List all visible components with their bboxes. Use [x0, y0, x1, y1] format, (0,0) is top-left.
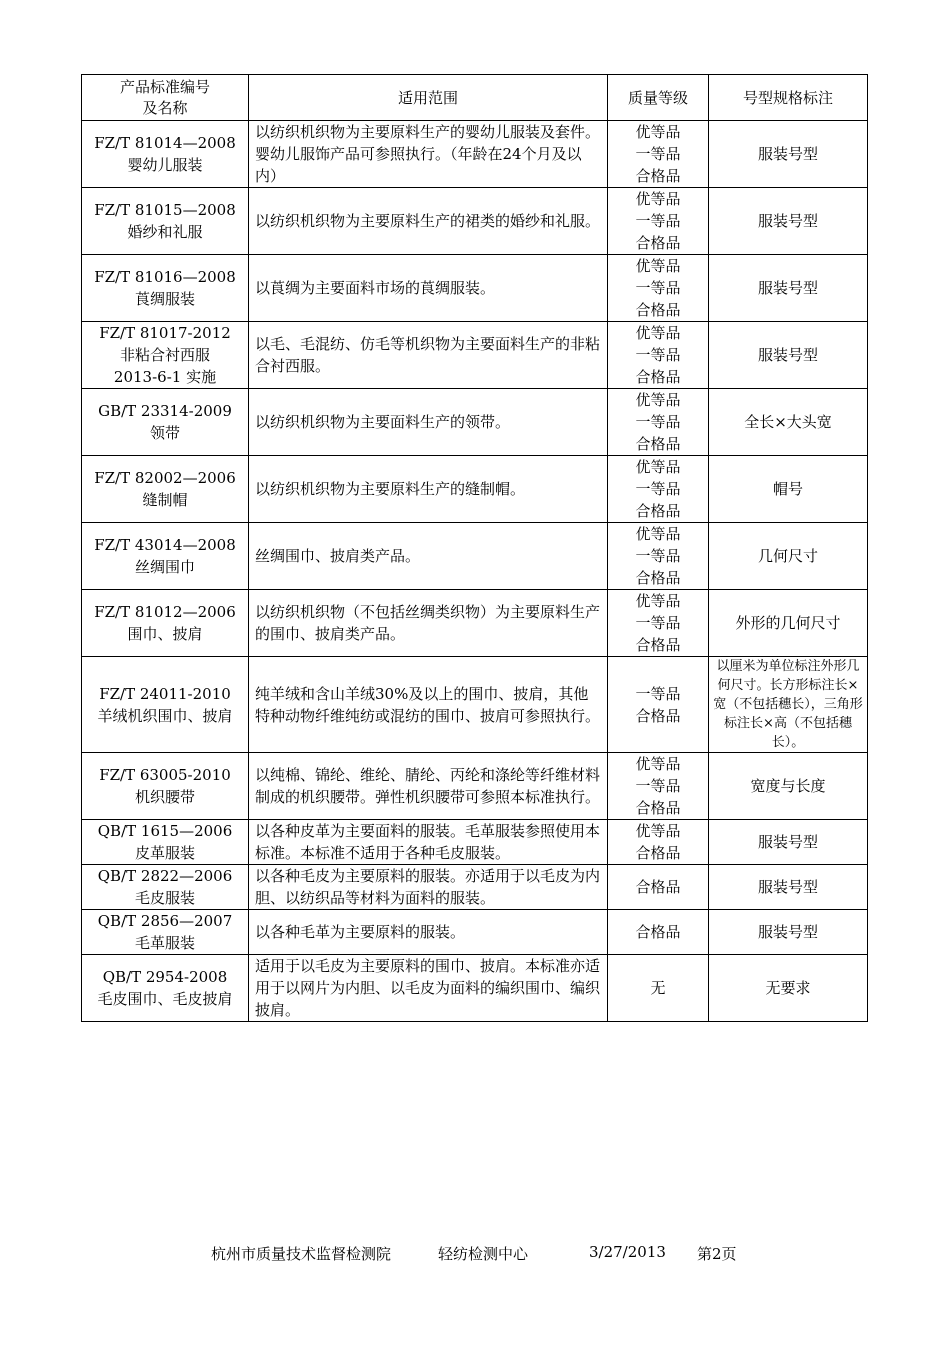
grade-cell — [608, 188, 709, 255]
size-spec-cell: 几何尺寸 — [709, 523, 868, 590]
table-row — [82, 657, 868, 753]
quality-grade: 合格品 — [635, 435, 681, 453]
standard-code: GB/T 23314-2009 — [98, 402, 232, 420]
quality-grade: 一等品 — [635, 413, 681, 431]
quality-grade: 一等品 — [635, 346, 681, 364]
quality-grade: 一等品 — [635, 279, 681, 297]
grade-cell — [608, 389, 709, 456]
table-row — [82, 910, 868, 955]
size-spec-cell: 外形的几何尺寸 — [709, 590, 868, 657]
standard-code-cell — [82, 456, 249, 523]
table-row — [82, 753, 868, 820]
quality-grade: 一等品 — [635, 547, 681, 565]
standard-code: FZ/T 24011-2010 — [99, 684, 231, 703]
table-row — [82, 865, 868, 910]
table-row — [82, 389, 868, 456]
scope-cell: 以各种毛革为主要原料的服装。 — [249, 910, 608, 955]
size-spec-cell: 宽度与长度 — [709, 753, 868, 820]
scope-cell: 以各种皮革为主要面料的服装。毛革服装参照使用本标准。本标准不适用于各种毛皮服装。 — [249, 820, 608, 865]
scope-cell: 以纺织机织物为主要原料生产的缝制帽。 — [249, 456, 608, 523]
standard-code-cell — [82, 820, 249, 865]
standard-name: 莨绸服装 — [134, 290, 195, 308]
scope-cell: 以纺织机织物为主要面料生产的领带。 — [249, 389, 608, 456]
quality-grade: 优等品 — [635, 123, 681, 141]
standard-code-cell — [82, 753, 249, 820]
size-spec-cell: 以厘米为单位标注外形几何尺寸。长方形标注长×宽（不包括穗长），三角形标注长×高（不包括穗长）。 — [709, 657, 868, 753]
standard-name: 领带 — [149, 424, 180, 442]
standard-code: FZ/T 81014—2008 — [94, 134, 236, 152]
quality-grade: 优等品 — [635, 592, 681, 610]
table-row — [82, 456, 868, 523]
standard-name: 缝制帽 — [142, 491, 188, 509]
grade-cell — [608, 955, 709, 1022]
size-spec-cell: 全长×大头宽 — [709, 389, 868, 456]
table-row — [82, 121, 868, 188]
size-spec-cell: 帽号 — [709, 456, 868, 523]
quality-grade: 合格品 — [635, 923, 681, 941]
quality-grade: 优等品 — [635, 525, 681, 543]
quality-grade: 一等品 — [635, 145, 681, 163]
size-spec-cell: 服装号型 — [709, 255, 868, 322]
standard-code: QB/T 1615—2006 — [97, 822, 233, 840]
standard-code: FZ/T 82002—2006 — [94, 469, 236, 487]
standard-code-cell — [82, 657, 249, 753]
standard-code: FZ/T 81016—2008 — [94, 268, 236, 286]
quality-grade: 优等品 — [635, 458, 681, 476]
scope-cell: 以纺织机织物为主要原料生产的裙类的婚纱和礼服。 — [249, 188, 608, 255]
quality-grade: 合格品 — [635, 234, 681, 252]
quality-grade: 一等品 — [635, 212, 681, 230]
quality-grade: 合格品 — [635, 799, 681, 817]
quality-grade: 合格品 — [635, 301, 681, 319]
standard-name: 婚纱和礼服 — [127, 223, 203, 241]
grade-cell — [608, 121, 709, 188]
standard-name: 毛皮服装 — [134, 889, 195, 907]
standard-name: 围巾、披肩 — [127, 625, 203, 643]
standard-name: 机织腰带 — [134, 788, 195, 806]
scope-cell: 以纺织机织物为主要原料生产的婴幼儿服装及套件。婴幼儿服饰产品可参照执行。（年龄在24个月及以内） — [249, 121, 608, 188]
grade-cell — [608, 753, 709, 820]
table-row — [82, 590, 868, 657]
table-row — [82, 188, 868, 255]
scope-cell: 以纺织机织物（不包括丝绸类织物）为主要原料生产的围巾、披肩类产品。 — [249, 590, 608, 657]
standard-name: 毛皮围巾、毛皮披肩 — [97, 990, 233, 1008]
standard-code-cell — [82, 910, 249, 955]
standard-code: FZ/T 81012—2006 — [94, 603, 236, 621]
footer-org: 杭州市质量技术监督检测院 — [211, 1245, 392, 1263]
header-grade: 质量等级 — [608, 75, 709, 121]
standard-code: FZ/T 43014—2008 — [94, 536, 236, 554]
grade-cell — [608, 255, 709, 322]
standards-table — [81, 74, 868, 1022]
quality-grade: 优等品 — [635, 755, 681, 773]
table-row — [82, 820, 868, 865]
standard-name: 2013-6-1 实施 — [113, 368, 217, 386]
header-scope: 适用范围 — [249, 75, 608, 121]
quality-grade: 合格品 — [635, 878, 681, 896]
standard-code-cell — [82, 523, 249, 590]
standard-code-cell — [82, 865, 249, 910]
quality-grade: 无 — [650, 979, 666, 997]
scope-cell: 丝绸围巾、披肩类产品。 — [249, 523, 608, 590]
grade-cell — [608, 322, 709, 389]
size-spec-cell: 服装号型 — [709, 322, 868, 389]
header-code — [82, 75, 249, 121]
quality-grade: 优等品 — [635, 391, 681, 409]
size-spec-cell: 服装号型 — [709, 121, 868, 188]
scope-cell: 纯羊绒和含山羊绒30%及以上的围巾、披肩，其他特种动物纤维纯纺或混纺的围巾、披肩可参照执行。 — [249, 657, 608, 753]
table-row — [82, 955, 868, 1022]
grade-cell — [608, 590, 709, 657]
header-row — [82, 75, 868, 121]
quality-grade: 一等品 — [635, 777, 681, 795]
size-spec-cell: 服装号型 — [709, 820, 868, 865]
standard-code: QB/T 2856—2007 — [97, 912, 233, 930]
table-body — [82, 121, 868, 1022]
header-size: 号型规格标注 — [709, 75, 868, 121]
standard-name: 羊绒机织围巾、披肩 — [97, 706, 233, 725]
standard-name: 毛革服装 — [134, 934, 195, 952]
footer-page: 第2页 — [697, 1245, 737, 1263]
quality-grade: 合格品 — [635, 706, 681, 725]
grade-cell — [608, 523, 709, 590]
standard-name: 婴幼儿服装 — [127, 156, 203, 174]
quality-grade: 一等品 — [635, 614, 681, 632]
quality-grade: 优等品 — [635, 324, 681, 342]
quality-grade: 一等品 — [635, 480, 681, 498]
footer-date: 3/27/2013 — [589, 1243, 666, 1261]
header-code-line1: 产品标准编号 — [119, 77, 210, 96]
quality-grade: 合格品 — [635, 569, 681, 587]
size-spec-cell: 无要求 — [709, 955, 868, 1022]
standard-code-cell — [82, 188, 249, 255]
scope-cell: 以莨绸为主要面料市场的莨绸服装。 — [249, 255, 608, 322]
standard-code-cell — [82, 955, 249, 1022]
quality-grade: 合格品 — [635, 167, 681, 185]
scope-cell: 以纯棉、锦纶、维纶、腈纶、丙纶和涤纶等纤维材料制成的机织腰带。弹性机织腰带可参照本标准执行。 — [249, 753, 608, 820]
size-spec-cell: 服装号型 — [709, 910, 868, 955]
standard-name: 丝绸围巾 — [134, 558, 195, 576]
standard-code: FZ/T 81017-2012 — [99, 324, 231, 342]
grade-cell — [608, 910, 709, 955]
quality-grade: 合格品 — [635, 636, 681, 654]
size-spec-cell: 服装号型 — [709, 865, 868, 910]
standard-code-cell — [82, 322, 249, 389]
quality-grade: 合格品 — [635, 502, 681, 520]
table-row — [82, 255, 868, 322]
standard-code-cell — [82, 590, 249, 657]
quality-grade: 一等品 — [635, 684, 681, 703]
quality-grade: 合格品 — [635, 368, 681, 386]
table-row — [82, 523, 868, 590]
grade-cell — [608, 657, 709, 753]
quality-grade: 优等品 — [635, 822, 681, 840]
standard-code: FZ/T 81015—2008 — [94, 201, 236, 219]
standard-name: 皮革服装 — [134, 844, 195, 862]
standard-code: QB/T 2954-2008 — [102, 968, 228, 986]
scope-cell: 适用于以毛皮为主要原料的围巾、披肩。本标准亦适用于以网片为内胆、以毛皮为面料的编织围巾、编织披肩。 — [249, 955, 608, 1022]
standard-code-cell — [82, 389, 249, 456]
standard-code-cell — [82, 255, 249, 322]
header-code-line2: 及名称 — [142, 98, 188, 117]
standard-code: QB/T 2822—2006 — [97, 867, 233, 885]
quality-grade: 合格品 — [635, 844, 681, 862]
quality-grade: 优等品 — [635, 257, 681, 275]
scope-cell: 以各种毛皮为主要原料的服装。亦适用于以毛皮为内胆、以纺织品等材料为面料的服装。 — [249, 865, 608, 910]
grade-cell — [608, 456, 709, 523]
standard-code: FZ/T 63005-2010 — [99, 766, 231, 784]
standard-name: 非粘合衬西服 — [119, 346, 210, 364]
grade-cell — [608, 865, 709, 910]
quality-grade: 优等品 — [635, 190, 681, 208]
size-spec-cell: 服装号型 — [709, 188, 868, 255]
footer-center: 轻纺检测中心 — [438, 1245, 529, 1263]
table-row — [82, 322, 868, 389]
grade-cell — [608, 820, 709, 865]
standard-code-cell — [82, 121, 249, 188]
scope-cell: 以毛、毛混纺、仿毛等机织物为主要面料生产的非粘合衬西服。 — [249, 322, 608, 389]
